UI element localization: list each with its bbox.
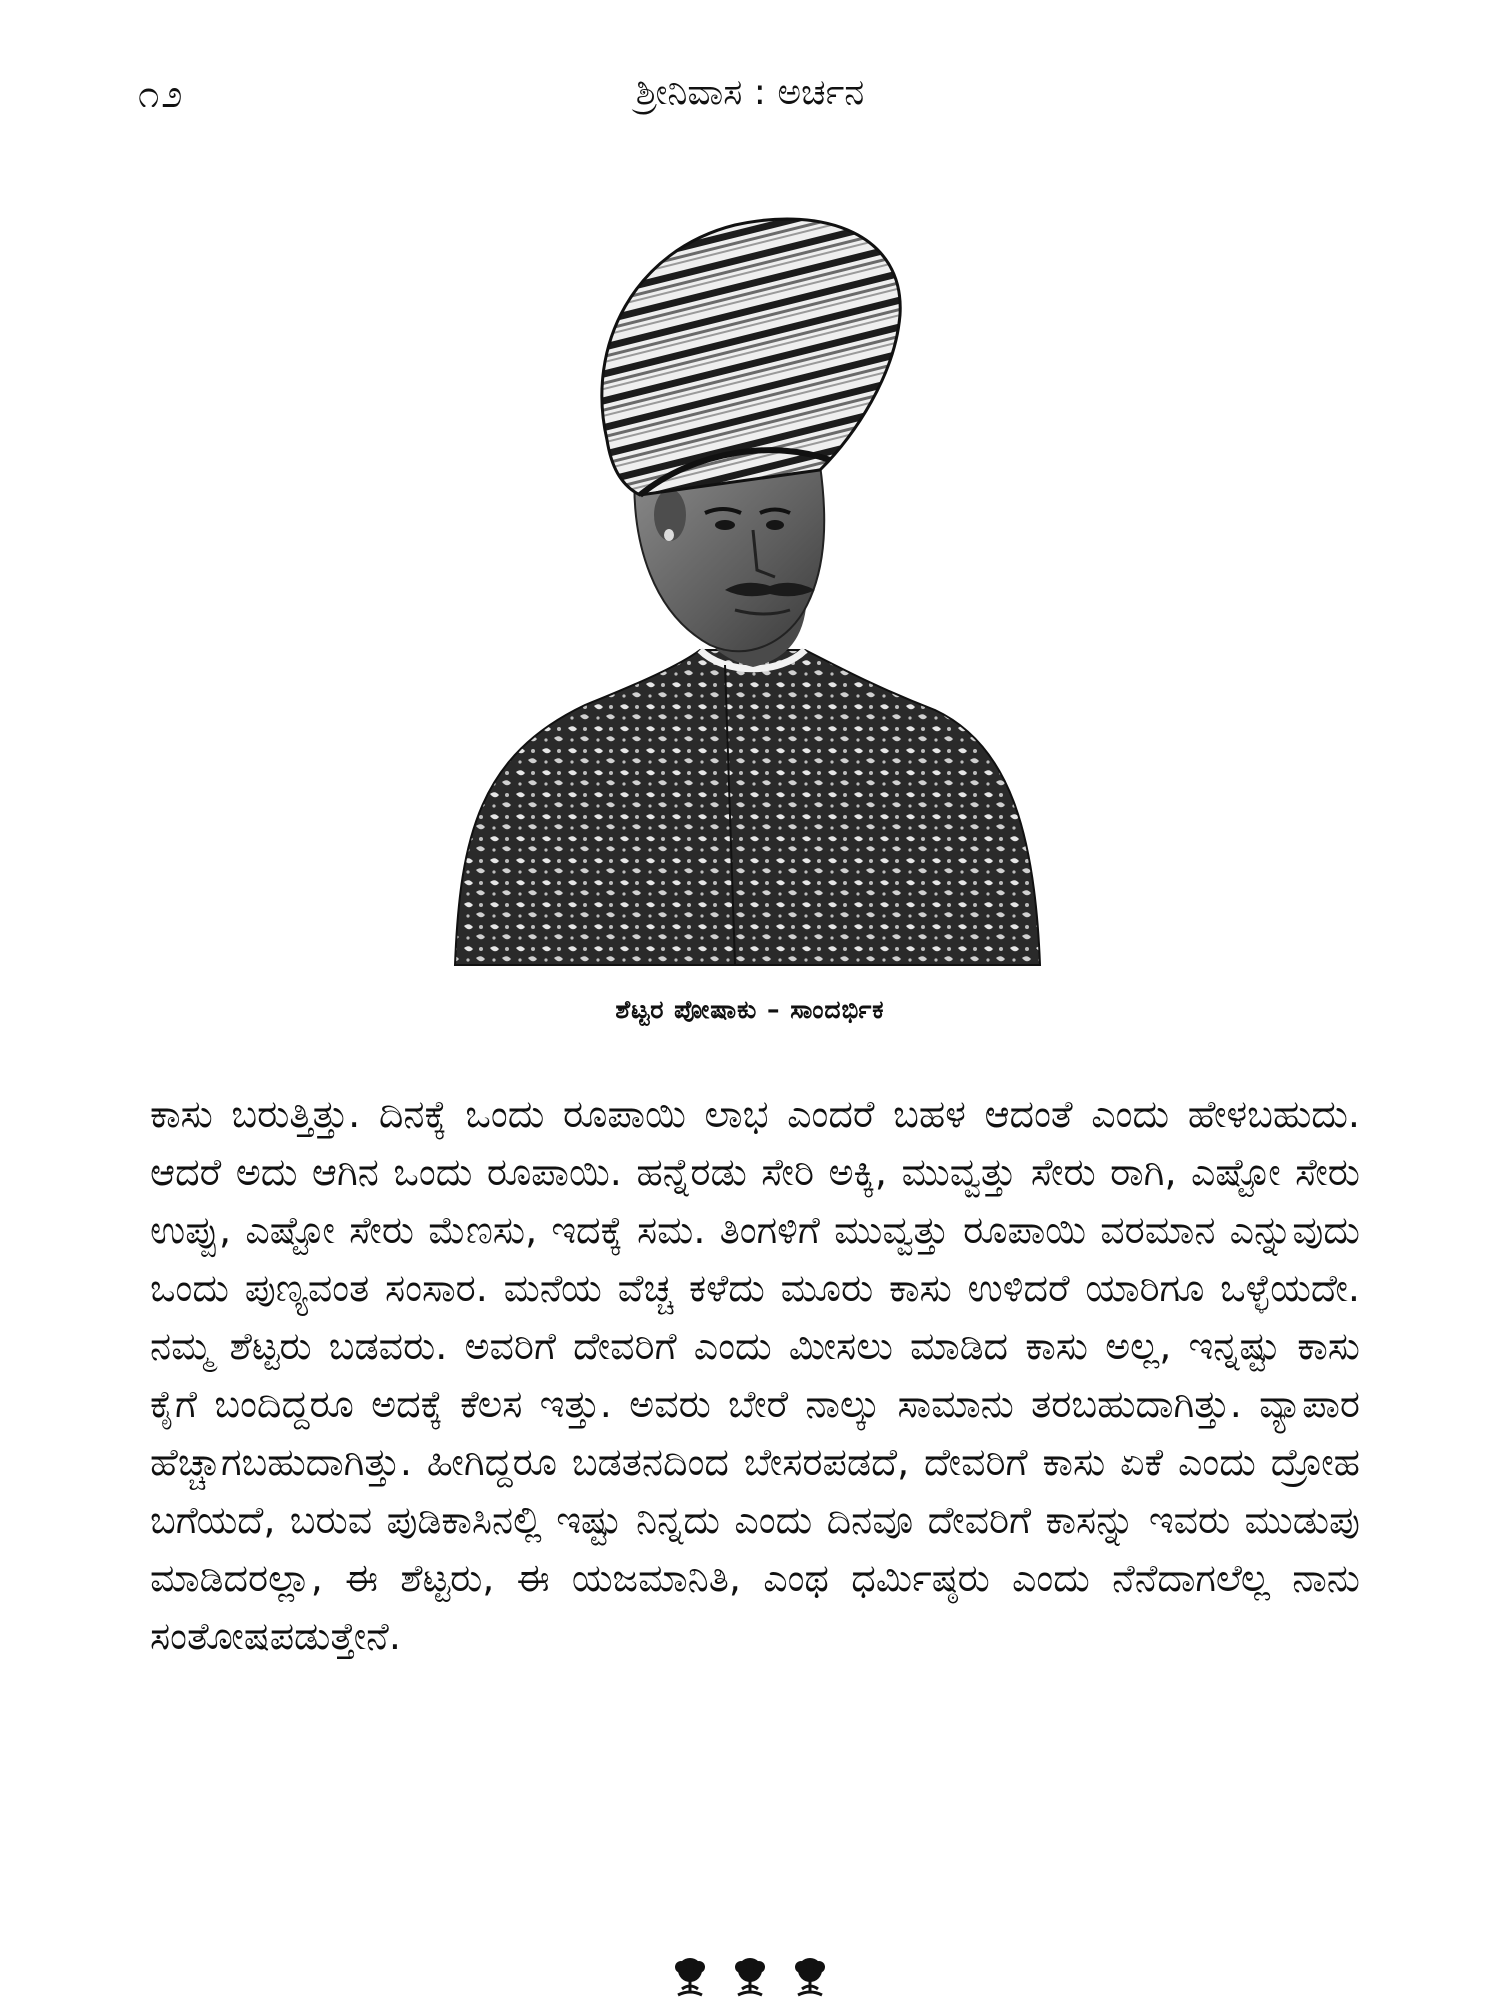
- page-number: ೧೨: [138, 72, 185, 116]
- body-text: [150, 1085, 1360, 1665]
- flower-ornament-icon: [728, 1955, 772, 2000]
- figure-caption: ಶೆಟ್ಟರ ಪೋಷಾಕು – ಸಾಂದರ್ಭಿಕ: [615, 995, 885, 1024]
- page-header: [0, 60, 1500, 120]
- paragraph: ಕಾಸು ಬರುತ್ತಿತ್ತು. ದಿನಕ್ಕೆ ಒಂದು ರೂಪಾಯಿ ಲಾಭ ಎಂದರೆ ಬಹಳ ಆದಂತೆ ಎಂದು ಹೇಳಬಹುದು. ಆದರೆ ಅದು ಆಗಿನ ಒಂದು ರೂಪಾಯಿ. ಹನ್ನೆರಡು ಸೇರಿ ಅಕ್ಕಿ, ಮುವ್ವತ್ತು ಸೇರು ರಾಗಿ, ಎಷ್ಟೋ ಸೇರು ಉಪ್ಪು, ಎಷ್ಟೋ ಸೇರು ಮೆಣಸು, ಇದಕ್ಕೆ ಸಮ. ತಿಂಗಳಿಗೆ ಮುವ್ವತ್ತು ರೂಪಾಯಿ ವರಮಾನ ಎನ್ನುವುದು ಒಂದು ಪುಣ್ಯವಂತ ಸಂಸಾರ. ಮನೆಯ ವೆಚ್ಚ ಕಳೆದು ಮೂರು ಕಾಸು ಉಳಿದರೆ ಯಾರಿಗೂ ಒಳ್ಳೆಯದೇ. ನಮ್ಮ ಶೆಟ್ಟರು ಬಡವರು. ಅವರಿಗೆ ದೇವರಿಗೆ ಎಂದು ಮೀಸಲು ಮಾಡಿದ ಕಾಸು ಅಲ್ಲ, ಇನ್ನಷ್ಟು ಕಾಸು ಕೈಗೆ ಬಂದಿದ್ದರೂ ಅದಕ್ಕೆ ಕೆಲಸ ಇತ್ತು. ಅವರು ಬೇರೆ ನಾಲ್ಕು ಸಾಮಾನು ತರಬಹುದಾಗಿತ್ತು. ವ್ಯಾಪಾರ ಹೆಚ್ಚಾಗಬಹುದಾಗಿತ್ತು. ಹೀಗಿದ್ದರೂ ಬಡತನದಿಂದ ಬೇಸರಪಡದೆ, ದೇವರಿಗೆ ಕಾಸು ಏಕೆ ಎಂದು ದ್ರೋಹ ಬಗೆಯದೆ, ಬರುವ ಪುಡಿಕಾಸಿನಲ್ಲಿ ಇಷ್ಟು ನಿನ್ನದು ಎಂದು ದಿನವೂ ದೇವರಿಗೆ ಕಾಸನ್ನು ಇವರು ಮುಡುಪು ಮಾಡಿದರಲ್ಲಾ, ಈ ಶೆಟ್ಟರು, ಈ ಯಜಮಾನಿತಿ, ಎಂಥ ಧರ್ಮಿಷ್ಠರು ಎಂದು ನೆನೆದಾಗಲೆಲ್ಲ ನಾನು ಸಂತೋಷಪಡುತ್ತೇನೆ.: [150, 1092, 1360, 1658]
- running-title: ಶ್ರೀನಿವಾಸ : ಅರ್ಚನ: [635, 72, 865, 113]
- flower-ornament-icon: [668, 1955, 712, 2000]
- portrait-illustration: [435, 195, 1050, 975]
- footer-ornament: [0, 1955, 1500, 2000]
- flower-ornament-icon: [788, 1955, 832, 2000]
